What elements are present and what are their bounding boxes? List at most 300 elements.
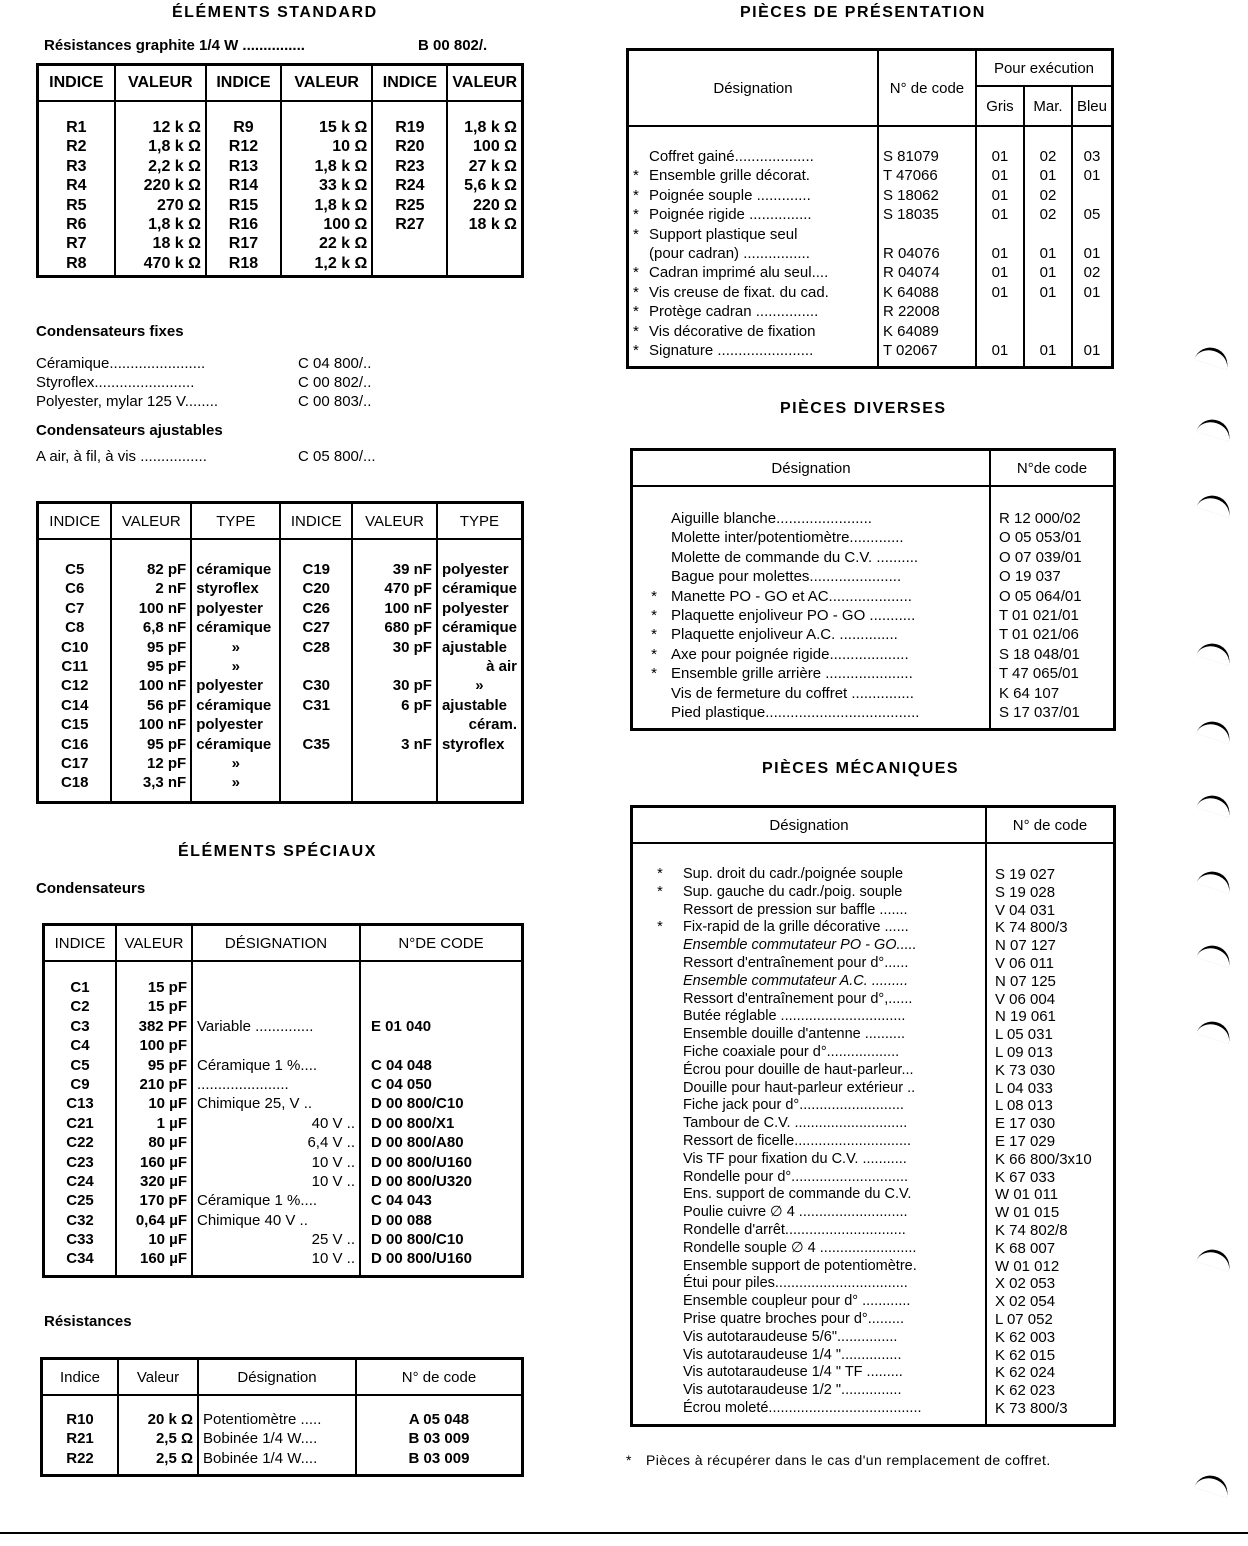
gris-column [976, 126, 1024, 368]
cell: 27 k Ω [468, 157, 517, 175]
cell: 470 k Ω [143, 254, 201, 272]
cell: 2,5 Ω [155, 1449, 193, 1467]
cell: 15 k Ω [318, 119, 368, 136]
cell: Ensemble commutateur A.C. ......... [683, 972, 909, 989]
cell: Sup. droit du cadr./poignée souple [683, 866, 904, 882]
row-designation [637, 548, 985, 567]
cell: 10 µF [148, 1231, 187, 1249]
cell: 01 [1083, 341, 1101, 359]
cell: Écrou pour douille de haut-parleur... [683, 1061, 914, 1078]
cell: S 19 028 [995, 883, 1056, 901]
cell [197, 997, 355, 1016]
cell: 15 pF [147, 998, 187, 1016]
cell: E 01 040 [371, 1017, 432, 1035]
header-cell: Désignation [632, 450, 991, 487]
cell: C4 [70, 1037, 90, 1055]
cell: Chimique 40 V .. [197, 1211, 308, 1229]
cell: S 81079 [882, 148, 939, 165]
cell: Vis autotaraudeuse 1/4 " TF ......... [683, 1364, 903, 1381]
cell: T 01 021/06 [999, 626, 1079, 644]
cell: R 04074 [882, 264, 940, 282]
mechanical-parts-title: PIÈCES MÉCANIQUES [762, 760, 960, 777]
list-item [637, 1275, 981, 1293]
value-column [111, 539, 191, 802]
cell: 2,5 Ω [155, 1430, 193, 1448]
cell: 680 pF [384, 619, 432, 637]
cell: R23 [395, 157, 425, 175]
cell: styroflex [196, 580, 259, 598]
row-designation [637, 664, 985, 683]
cell: R 12 000/02 [999, 510, 1081, 527]
header-cell: VALEUR [111, 503, 191, 540]
header-cell: N° de code [986, 807, 1115, 844]
cell: 02 [1083, 264, 1101, 282]
cell: W 01 011 [995, 1186, 1059, 1204]
cell: Variable .............. [197, 1017, 314, 1035]
cell: 320 µF [140, 1172, 187, 1190]
cell: Chimique 25, V .. [197, 1095, 313, 1113]
value-column [118, 1395, 198, 1476]
binder-mark-icon [1196, 717, 1234, 744]
cell: Fix-rapid de la grille décorative ...... [683, 919, 909, 936]
special-resistor-table [40, 1357, 524, 1477]
cell: 220 k Ω [143, 177, 201, 195]
cell: 95 pF [147, 1056, 187, 1074]
cell: Bobinée 1/4 W.... [203, 1449, 318, 1467]
asterisk: * [651, 587, 657, 605]
adjustable-cap-label: A air, à fil, à vis ................ [36, 448, 207, 465]
cell: 39 nF [392, 561, 432, 578]
binder-mark-icon [1196, 639, 1234, 666]
header-cell: VALEUR [352, 503, 437, 540]
cell: D 00 088 [371, 1211, 432, 1229]
list-item [637, 1347, 981, 1365]
cell: céramique [196, 619, 272, 637]
cell: Fiche jack pour d°.......................... [683, 1097, 904, 1114]
cell: K 64088 [882, 283, 939, 301]
cell: Tambour de C.V. ............................ [683, 1115, 908, 1132]
asterisk: * [657, 919, 663, 936]
list-item [637, 955, 981, 973]
cell: R2 [66, 138, 87, 156]
cell: L 07 052 [995, 1310, 1053, 1328]
asterisk: * [651, 665, 657, 683]
cell: Bague pour molettes...................... [671, 568, 902, 586]
cell: 100 pF [139, 1037, 187, 1055]
index-column [206, 101, 281, 277]
list-item [637, 919, 981, 937]
binder-mark-icon [1194, 1471, 1232, 1498]
cell: C25 [66, 1192, 94, 1210]
cell: à air [486, 657, 517, 675]
cell: R22 [66, 1449, 94, 1467]
list-item [637, 1382, 981, 1400]
list-item [637, 1186, 981, 1204]
cell: 1,8 k Ω [314, 157, 368, 175]
cell: R19 [395, 119, 425, 136]
cell: C5 [65, 561, 85, 578]
row-designation [637, 625, 985, 644]
list-item [637, 1080, 981, 1098]
footnote [626, 1451, 1112, 1470]
cell: 03 [1083, 148, 1101, 165]
designation-list [637, 866, 981, 1418]
cell [1029, 225, 1067, 244]
cell: K 64089 [882, 322, 939, 340]
cell: 6,4 V .. [307, 1134, 355, 1152]
header-cell: DÉSIGNATION [192, 925, 360, 962]
cell: 18 k Ω [468, 215, 517, 233]
list-item [637, 1364, 981, 1382]
asterisk: * [633, 225, 639, 243]
footnote-text: Pièces à récupérer dans le cas d'un remplacement de coffret. [646, 1452, 1051, 1468]
cell: C 04 050 [371, 1075, 432, 1093]
list-item [637, 1204, 981, 1222]
asterisk: * [651, 645, 657, 663]
cell: 100 Ω [323, 215, 368, 233]
cell: C15 [60, 716, 89, 734]
cell: D 00 800/U160 [371, 1250, 472, 1268]
marron-column [1024, 126, 1072, 368]
header-cell: TYPE [191, 503, 280, 540]
header-cell: TYPE [437, 503, 523, 540]
cell [357, 715, 432, 734]
cell: R 04076 [882, 244, 940, 262]
cell: Ressort d'entraînement pour d°,...... [683, 990, 913, 1007]
cell: C11 [61, 657, 89, 675]
list-item [637, 1293, 981, 1311]
cell: R21 [66, 1430, 94, 1448]
cell: 01 [1039, 264, 1057, 282]
code-column [878, 126, 976, 368]
cell: C5 [70, 1056, 90, 1074]
cell: O 19 037 [999, 568, 1061, 586]
cell: C34 [66, 1250, 94, 1268]
cell: 01 [1039, 283, 1057, 301]
cell: 5,6 k Ω [464, 177, 517, 195]
header-cell: N°DE CODE [360, 925, 523, 962]
cell: B 03 009 [408, 1430, 470, 1448]
asterisk: * [651, 606, 657, 624]
row-designation [637, 703, 985, 722]
cell: Vis autotaraudeuse 5/6"............... [683, 1328, 898, 1345]
cell: 220 Ω [473, 196, 517, 214]
cell [285, 657, 347, 676]
cell: (pour cadran) ................ [649, 244, 810, 262]
cell: Prise quatre broches pour d°......... [683, 1310, 904, 1327]
list-item [637, 884, 981, 902]
cell: C14 [60, 696, 89, 714]
cell: céramique [196, 696, 272, 714]
cell: Vis autotaraudeuse 1/4 "............... [683, 1346, 902, 1363]
cell: 25 V .. [311, 1231, 355, 1249]
cell: 01 [1039, 167, 1057, 185]
cell [285, 773, 347, 792]
cell: D 00 800/U320 [371, 1172, 472, 1190]
cell: 1,8 k Ω [148, 138, 201, 156]
row-designation [633, 263, 873, 282]
special-capacitor-table [42, 923, 524, 1278]
cell: R1 [66, 119, 87, 136]
cell: R20 [395, 138, 425, 156]
cell: Pied plastique..................................... [671, 703, 920, 721]
cell: 210 pF [139, 1075, 187, 1093]
cell: L 05 031 [995, 1026, 1053, 1044]
list-item [637, 1258, 981, 1276]
cell: C13 [66, 1095, 94, 1113]
row-designation [637, 645, 985, 664]
presentation-parts-table [626, 48, 1114, 369]
cell: N 07 127 [995, 937, 1056, 955]
binder-mark-icon [1194, 343, 1232, 370]
list-item [637, 1151, 981, 1169]
cell: 270 Ω [157, 196, 201, 214]
cell: polyester [196, 716, 263, 734]
fixed-capacitors-title: Condensateurs fixes [36, 323, 184, 340]
cell: Poignée rigide ............... [649, 206, 812, 224]
value-column [447, 101, 522, 277]
row-designation [633, 341, 873, 360]
cell: N 07 125 [995, 972, 1056, 990]
cell: 01 [991, 264, 1009, 282]
cell: Ens. support de commande du C.V. [683, 1186, 912, 1203]
asterisk: * [633, 303, 639, 321]
header-cell: INDICE [372, 65, 447, 102]
cell: K 62 015 [995, 1346, 1056, 1364]
cell: 100 nF [384, 599, 432, 617]
cell: 02 [1039, 206, 1057, 224]
cell: K 73 800/3 [995, 1399, 1068, 1417]
cell: 05 [1083, 206, 1101, 224]
cell: 30 pF [392, 638, 432, 656]
fixed-cap-label: Polyester, mylar 125 V........ [36, 393, 219, 410]
cell: Manette PO - GO et AC.................... [671, 587, 912, 605]
index-column [372, 101, 447, 277]
cell [981, 225, 1019, 244]
cell: 2,2 k Ω [148, 157, 201, 175]
cell: 01 [1039, 244, 1057, 262]
cell: C7 [65, 599, 85, 617]
cell: X 02 053 [995, 1275, 1056, 1293]
resistor-series-code: B 00 802/. [418, 37, 488, 54]
cell: 100 nF [138, 716, 187, 734]
asterisk: * [657, 883, 663, 900]
header-cell: INDICE [44, 925, 117, 962]
cell: Vis creuse de fixat. du cad. [649, 283, 829, 301]
cell: C1 [70, 979, 90, 996]
cell: 12 k Ω [152, 119, 201, 136]
cell [1077, 322, 1107, 341]
cell: 3 nF [401, 735, 432, 753]
cell: C8 [65, 619, 85, 637]
cell [371, 997, 517, 1016]
cell: K 67 033 [995, 1168, 1056, 1186]
cell: C33 [66, 1231, 94, 1249]
index-column [38, 539, 112, 802]
row-designation [633, 302, 873, 321]
code-column [990, 486, 1115, 730]
cell: 170 pF [139, 1192, 187, 1210]
cell: C24 [66, 1172, 94, 1190]
cell: » [231, 774, 240, 792]
cell [357, 773, 432, 792]
cell: Céramique 1 %.... [197, 1192, 318, 1210]
cell: Ressort d'entraînement pour d°...... [683, 954, 909, 971]
cell: » [231, 754, 240, 772]
cell: C3 [70, 1017, 90, 1035]
cell: 1,8 k Ω [148, 215, 201, 233]
list-item [637, 902, 981, 920]
cell [1077, 186, 1107, 205]
cell: 01 [991, 341, 1009, 359]
row-designation [633, 225, 873, 244]
header-cell: Valeur [118, 1359, 198, 1396]
cell: S 18 048/01 [999, 645, 1080, 663]
cell: V 06 011 [995, 954, 1054, 972]
cell: C 04 043 [371, 1192, 432, 1210]
index-column [38, 101, 115, 277]
cell: T 01 021/01 [999, 606, 1079, 624]
cell: R9 [233, 119, 254, 136]
cell: Vis de fermeture du coffret ............... [671, 684, 914, 702]
resistor-series-label: Résistances graphite 1/4 W ............... [44, 37, 305, 54]
cell: R25 [395, 196, 425, 214]
cell: Céramique 1 %.... [197, 1056, 318, 1074]
list-item [637, 1097, 981, 1115]
cell: 02 [1039, 148, 1057, 165]
row-designation [637, 528, 985, 547]
row-designation [637, 606, 985, 625]
cell: Rondelle souple ∅ 4 ........................ [683, 1239, 917, 1256]
cell: K 73 030 [995, 1061, 1056, 1079]
designation-column [632, 486, 991, 730]
cell: 470 pF [384, 580, 432, 598]
header-cell: VALEUR [447, 65, 522, 102]
cell: polyester [196, 599, 263, 617]
cell: K 62 003 [995, 1328, 1056, 1346]
cell: R8 [66, 254, 87, 272]
cell: céramique [196, 561, 272, 578]
row-designation [637, 509, 985, 528]
standard-elements-title: ÉLÉMENTS STANDARD [172, 4, 378, 21]
cell: 01 [1039, 341, 1057, 359]
header-cell: N° de code [878, 50, 976, 127]
binder-mark-icon [1196, 941, 1234, 968]
cell: 2 nF [155, 580, 187, 598]
cell: 100 nF [138, 599, 187, 617]
cell: R24 [395, 177, 425, 195]
code-column [360, 961, 523, 1276]
cell: Ensemble commutateur PO - GO..... [683, 937, 917, 954]
cell: 33 k Ω [318, 177, 368, 195]
capacitor-table [36, 501, 524, 804]
cell: K 64 107 [999, 684, 1060, 702]
header-cell: INDICE [280, 503, 352, 540]
cell: Support plastique seul [649, 225, 798, 243]
list-item [637, 973, 981, 991]
type-column [191, 539, 280, 802]
cell: 30 pF [392, 677, 432, 695]
cell: Molette de commande du C.V. .......... [671, 548, 919, 566]
cell: 95 pF [147, 735, 187, 753]
cell: 100 nF [138, 677, 187, 695]
cell: Plaquette enjoliveur PO - GO ........... [671, 606, 916, 624]
header-cell: VALEUR [116, 925, 192, 962]
cell: C23 [66, 1153, 94, 1171]
cell: D 00 800/C10 [371, 1095, 464, 1113]
cell: Étui pour piles................................. [683, 1275, 908, 1292]
cell: R16 [228, 215, 259, 233]
cell: R6 [66, 215, 87, 233]
cell: C10 [60, 638, 89, 656]
cell: 1,8 k Ω [314, 196, 368, 214]
cell: 10 V .. [311, 1250, 355, 1268]
cell: 01 [991, 283, 1009, 301]
cell: 18 k Ω [152, 235, 201, 253]
cell: Signature ....................... [649, 341, 814, 359]
value-column [352, 539, 437, 802]
cell: D 00 800/A80 [371, 1134, 464, 1152]
list-item [637, 1222, 981, 1240]
cell: 10 Ω [332, 138, 368, 156]
cell: » [231, 657, 240, 675]
header-cell: INDICE [38, 65, 115, 102]
cell: 56 pF [147, 696, 187, 714]
cell: Coffret gainé................... [649, 148, 814, 165]
cell: C30 [302, 677, 331, 695]
cell: céram. [468, 716, 517, 734]
cell: 01 [991, 148, 1009, 165]
cell: 6 pF [401, 696, 432, 714]
row-designation [633, 147, 873, 166]
cell: 10 V .. [311, 1153, 355, 1171]
cell: C28 [302, 638, 331, 656]
cell: ajustable [441, 638, 507, 656]
fixed-cap-code: C 04 800/.. [298, 355, 372, 372]
cell [371, 978, 517, 997]
cell: N 19 061 [995, 1008, 1056, 1026]
row-designation [633, 205, 873, 224]
cell: Ensemble douille d'antenne .......... [683, 1026, 906, 1043]
adjustable-capacitors-title: Condensateurs ajustables [36, 422, 223, 439]
designation-column [192, 961, 360, 1276]
cell: 10 V .. [311, 1172, 355, 1190]
cell: polyester [441, 599, 509, 617]
cell [442, 773, 517, 792]
cell: R14 [228, 177, 259, 195]
cell: Butée réglable ............................... [683, 1008, 906, 1025]
cell: ...................... [197, 1075, 289, 1093]
cell: D 00 800/C10 [371, 1231, 464, 1249]
cell: Rondelle pour d°............................. [683, 1168, 909, 1185]
asterisk: * [633, 167, 639, 185]
cell: R12 [228, 138, 259, 156]
cell: K 74 802/8 [995, 1221, 1068, 1239]
cell: X 02 054 [995, 1293, 1056, 1311]
list-item [637, 1062, 981, 1080]
cell: 382 PF [138, 1017, 187, 1035]
cell: Ensemble support de potentiomètre. [683, 1257, 917, 1274]
cell: céramique [441, 619, 517, 637]
row-designation [637, 587, 985, 606]
cell: 0,64 µF [135, 1211, 187, 1229]
list-item [637, 1044, 981, 1062]
cell [197, 1036, 355, 1055]
cell: T 47066 [882, 167, 938, 185]
cell: Vis décorative de fixation [649, 322, 816, 340]
cell: L 04 033 [995, 1079, 1053, 1097]
row-designation [633, 244, 873, 263]
